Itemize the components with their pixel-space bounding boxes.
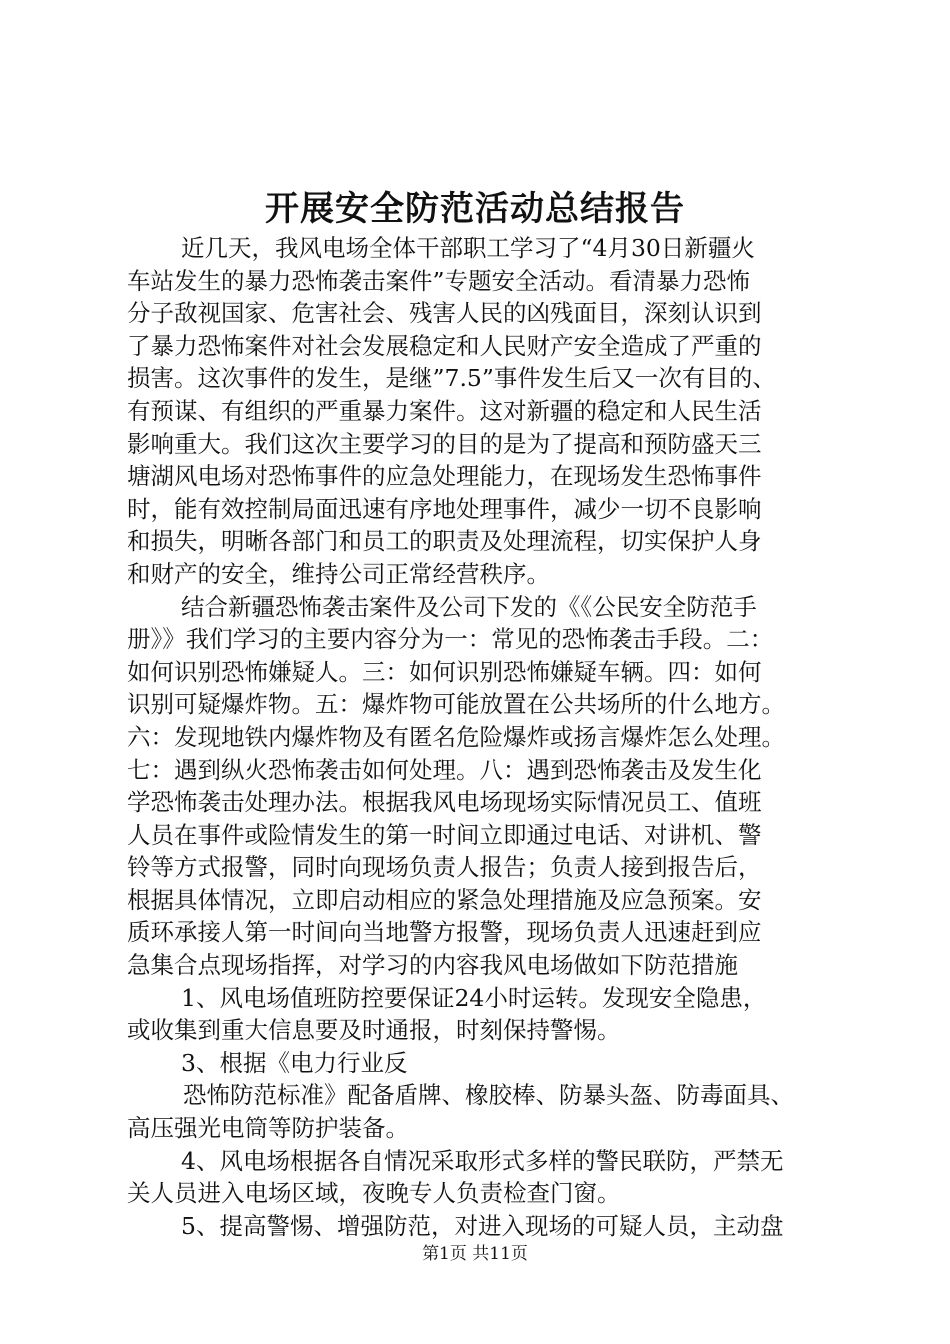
text-line: 和财产的安全，维持公司正常经营秩序。 (127, 559, 550, 588)
text-line: 损害。这次事件的发生，是继”7.5”事件发生后又一次有目的、 (127, 364, 776, 393)
text-line: 学恐怖袭击处理办法。根据我风电场现场实际情况员工、值班 (127, 788, 762, 817)
text-line: 5、提高警惕、增强防范，对进入现场的可疑人员，主动盘 (181, 1211, 784, 1240)
text-line: 七：遇到纵火恐怖袭击如何处理。八：遇到恐怖袭击及发生化 (127, 755, 762, 784)
text-line: 质环承接人第一时间向当地警方报警，现场负责人迅速赶到应 (127, 918, 762, 947)
text-line: 铃等方式报警，同时向现场负责人报告；负责人接到报告后， (127, 853, 762, 882)
text-line: 六：发现地铁内爆炸物及有匿名危险爆炸或扬言爆炸怎么处理。 (127, 722, 785, 751)
text-line: 分子敌视国家、危害社会、残害人民的凶残面目，深刻认识到 (127, 299, 762, 328)
text-line: 结合新疆恐怖袭击案件及公司下发的《《公民安全防范手 (181, 592, 757, 621)
text-line: 塘湖风电场对恐怖事件的应急处理能力，在现场发生恐怖事件 (127, 462, 762, 491)
document-body (127, 232, 857, 1242)
text-line: 有预谋、有组织的严重暴力案件。这对新疆的稳定和人民生活 (127, 396, 762, 425)
text-line: 高压强光电筒等防护装备。 (127, 1114, 409, 1143)
text-line: 3、根据《电力行业反 (181, 1048, 408, 1077)
text-line: 了暴力恐怖案件对社会发展稳定和人民财产安全造成了严重的 (127, 331, 762, 360)
text-line: 和损失，明晰各部门和员工的职责及处理流程，切实保护人身 (127, 527, 762, 556)
text-line: 恐怖防范标准》配备盾牌、橡胶棒、防暴头盔、防毒面具、 (183, 1081, 794, 1110)
text-line: 关人员进入电场区域，夜晚专人负责检查门窗。 (127, 1179, 621, 1208)
text-line: 识别可疑爆炸物。五：爆炸物可能放置在公共场所的什么地方。 (127, 690, 785, 719)
text-line: 近几天，我风电场全体干部职工学习了“4月30日新疆火 (181, 234, 755, 262)
text-line: 根据具体情况，立即启动相应的紧急处理措施及应急预案。安 (127, 885, 762, 914)
text-line: 影响重大。我们这次主要学习的目的是为了提高和预防盛天三 (127, 429, 762, 458)
text-line: 或收集到重大信息要及时通报，时刻保持警惕。 (127, 1016, 621, 1045)
text-line: 急集合点现场指挥，对学习的内容我风电场做如下防范措施 (127, 951, 738, 980)
text-line: 人员在事件或险情发生的第一时间立即通过电话、对讲机、警 (127, 820, 762, 849)
document-title: 开展安全防范活动总结报告 (265, 189, 685, 229)
page-number-footer: 第1页 共11页 (422, 1244, 528, 1264)
text-line: 如何识别恐怖嫌疑人。三：如何识别恐怖嫌疑车辆。四：如何 (127, 657, 762, 686)
text-line: 车站发生的暴力恐怖袭击案件”专题安全活动。看清暴力恐怖 (127, 266, 751, 295)
text-line: 时，能有效控制局面迅速有序地处理事件，减少一切不良影响 (127, 494, 762, 523)
text-line: 4、风电场根据各自情况采取形式多样的警民联防，严禁无 (181, 1146, 784, 1175)
text-line: 册》》我们学习的主要内容分为一：常见的恐怖袭击手段。二： (127, 625, 774, 654)
text-line: 1、风电场值班防控要保证24小时运转。发现安全隐患， (181, 983, 767, 1012)
